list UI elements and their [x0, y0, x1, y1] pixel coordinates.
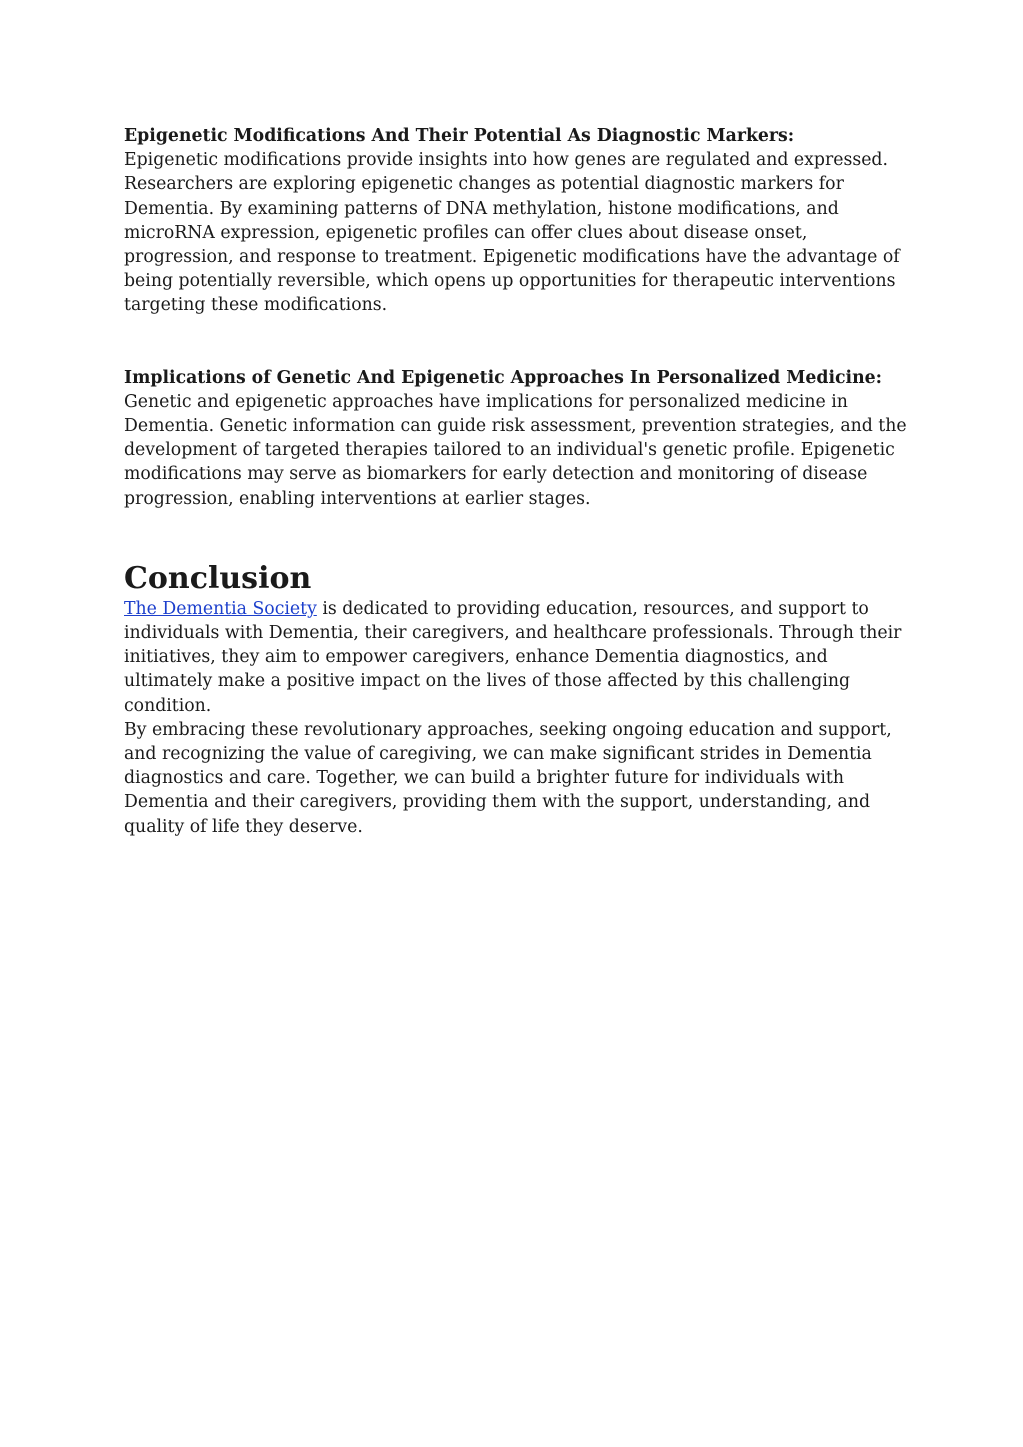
section-heading: Epigenetic Modifications And Their Potential As Diagnostic Markers: [124, 126, 795, 146]
document-page [124, 124, 914, 839]
conclusion-section [124, 559, 914, 839]
conclusion-paragraph-1 [124, 597, 914, 718]
section-body: Genetic and epigenetic approaches have implications for personalized medicine in Dementia. Genetic information can guide risk assessment, prevention strategies, and the development of targeted therapies tailored to an individual's genetic profile. Epigenetic modifications may serve as biomarkers for early detection and monitoring of disease progression, enabling interventions at earlier stages. [124, 391, 907, 509]
section-heading: Implications of Genetic And Epigenetic Approaches In Personalized Medicine: [124, 367, 883, 388]
dementia-society-link[interactable]: The Dementia Society [124, 598, 317, 619]
conclusion-title: Conclusion [124, 560, 312, 596]
section-epigenetic-markers [124, 124, 914, 318]
conclusion-paragraph-2: By embracing these revolutionary approaches, seeking ongoing education and support, and recognizing the value of caregiving, we can make significant strides in Dementia diagnostics and care. Together, we can build a brighter future for individuals with Dementia and their caregivers, providing them with the support, understanding, and quality of life they deserve. [124, 719, 892, 837]
section-personalized-medicine [124, 366, 914, 511]
section-body: Epigenetic modifications provide insights into how genes are regulated and expressed. Researchers are exploring epigenetic changes as potential diagnostic markers for Dementia. By examining patterns of DNA methylation, histone modifications, and microRNA expression, epigenetic profiles can offer clues about disease onset, progression, and response to treatment. Epigenetic modifications have the advantage of being potentially reversible, which opens up opportunities for therapeutic interventions targeting these modifications. [124, 150, 900, 316]
conclusion-paragraph-1-text: is dedicated to providing education, resources, and support to individuals with Dementia, their caregivers, and healthcare professionals. Through their initiatives, they aim to empower caregivers, enhance Dementia diagnostics, and ultimately make a positive impact on the lives of those affected by this challenging condition. [124, 598, 902, 716]
